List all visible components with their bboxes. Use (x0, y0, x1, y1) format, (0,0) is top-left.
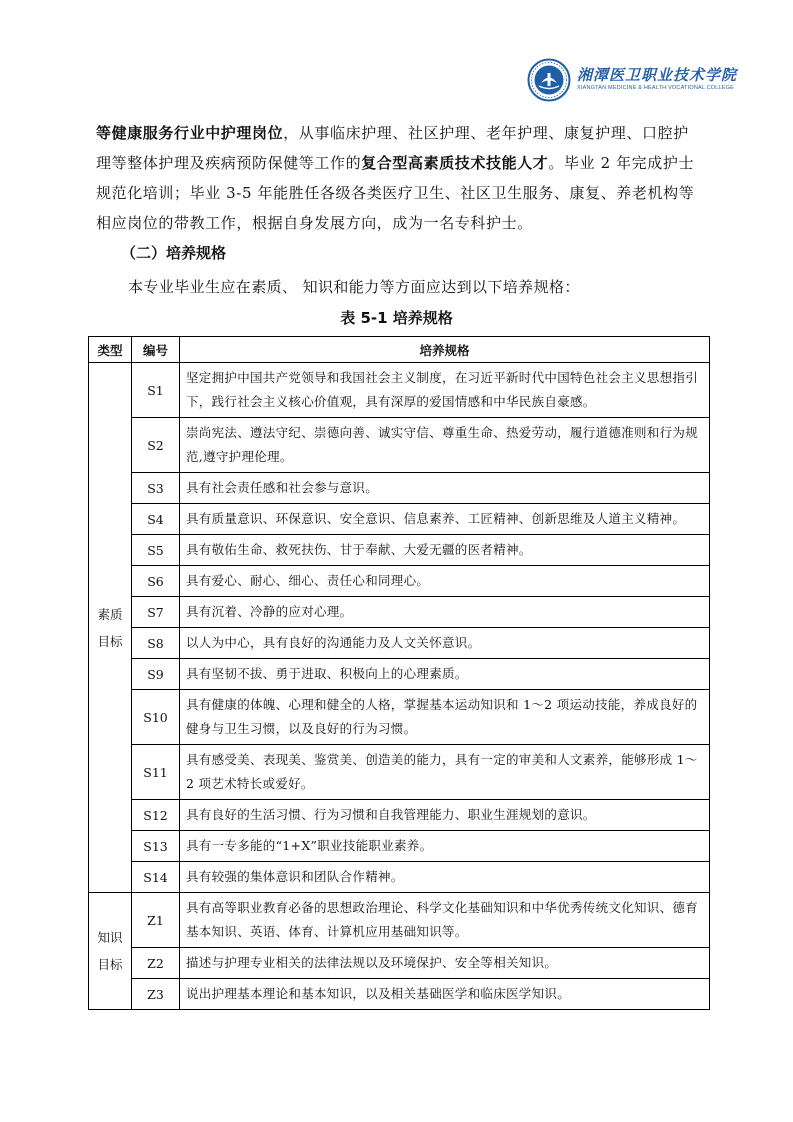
bold-phrase: 等健康服务行业中护理岗位 (96, 124, 284, 142)
code-cell: S2 (132, 418, 180, 473)
category-label: 目标 (97, 633, 123, 649)
table-row (89, 418, 710, 473)
code-cell: S9 (132, 659, 180, 690)
training-spec-table (88, 336, 710, 1010)
header-spec: 培养规格 (180, 337, 710, 363)
spec-text-cell: 坚定拥护中国共产党领导和我国社会主义制度，在习近平新时代中国特色社会主义思想指引下，践行社会主义核心价值观，具有深厚的爱国情感和中华民族自豪感。 (180, 363, 710, 418)
table-header-row (89, 337, 710, 363)
code-cell: S14 (132, 862, 180, 893)
spec-text-cell: 具有沉着、冷静的应对心理。 (180, 597, 710, 628)
code-cell: S1 (132, 363, 180, 418)
code-cell: S6 (132, 566, 180, 597)
table-row (89, 535, 710, 566)
code-cell: Z2 (132, 948, 180, 979)
header-type: 类型 (89, 337, 132, 363)
code-cell: S5 (132, 535, 180, 566)
college-logo (527, 58, 737, 102)
code-cell: Z3 (132, 979, 180, 1010)
spec-text-cell: 具有健康的体魄、心理和健全的人格，掌握基本运动知识和 1～2 项运动技能，养成良好的健身与卫生习惯，以及良好的行为习惯。 (180, 690, 710, 745)
spec-text-cell: 具有社会责任感和社会参与意识。 (180, 473, 710, 504)
code-cell: S4 (132, 504, 180, 535)
category-cell (89, 893, 132, 1010)
college-name-cn: 湘潭医卫职业技术学院 (577, 66, 738, 85)
code-cell: S13 (132, 831, 180, 862)
spec-text-cell: 具有一专多能的“1+X”职业技能职业素养。 (180, 831, 710, 862)
paragraph-line (96, 118, 716, 148)
spec-text-cell: 具有良好的生活习惯、行为习惯和自我管理能力、职业生涯规划的意识。 (180, 800, 710, 831)
paragraph-line: 规范化培训；毕业 3-5 年能胜任各级各类医疗卫生、社区卫生服务、康复、养老机构等 (96, 184, 695, 202)
table-row (89, 979, 710, 1010)
code-cell: S3 (132, 473, 180, 504)
spec-text-cell: 具有爱心、耐心、细心、责任心和同理心。 (180, 566, 710, 597)
table-row (89, 831, 710, 862)
code-cell: S7 (132, 597, 180, 628)
category-label: 目标 (97, 957, 123, 972)
college-name-en: XIANGTAN MEDICINE & HEALTH VOCATIONAL COLLEGE (577, 85, 735, 92)
spec-text-cell: 具有较强的集体意识和团队合作精神。 (180, 862, 710, 893)
code-cell: S10 (132, 690, 180, 745)
spec-text-cell: 描述与护理专业相关的法律法规以及环境保护、安全等相关知识。 (180, 948, 710, 979)
table-row (89, 893, 710, 948)
spec-text-cell: 说出护理基本理论和基本知识，以及相关基础医学和临床医学知识。 (180, 979, 710, 1010)
table-row (89, 948, 710, 979)
spec-text-cell: 崇尚宪法、遵法守纪、崇德向善、诚实守信、尊重生命、热爱劳动，履行道德准则和行为规范,遵守护理伦理。 (180, 418, 710, 473)
paragraph-line (96, 148, 716, 178)
code-cell: Z1 (132, 893, 180, 948)
table-row (89, 862, 710, 893)
spec-text-cell: 具有质量意识、环保意识、安全意识、信息素养、工匠精神、创新思维及人道主义精神。 (180, 504, 710, 535)
table-row (89, 745, 710, 800)
paragraph-text: 。毕业 2 年完成护士 (548, 154, 695, 172)
spec-text-cell: 以人为中心，具有良好的沟通能力及人文关怀意识。 (180, 628, 710, 659)
paragraph-line: 相应岗位的带教工作，根据自身发展方向，成为一名专科护士。 (96, 214, 533, 232)
college-emblem-icon (527, 58, 571, 102)
table-caption: 表 5-1 培养规格 (340, 309, 453, 327)
table-row (89, 504, 710, 535)
intro-text: 本专业毕业生应在素质、 知识和能力等方面应达到以下培养规格： (128, 278, 580, 296)
code-cell: S8 (132, 628, 180, 659)
spec-text-cell: 具有感受美、表现美、鉴赏美、创造美的能力，具有一定的审美和人文素养，能够形成 1～2 项艺术特长或爱好。 (180, 745, 710, 800)
spec-text-cell: 具有坚韧不拔、勇于进取、积极向上的心理素质。 (180, 659, 710, 690)
header-code: 编号 (132, 337, 180, 363)
section-heading: （二）培养规格 (121, 244, 227, 262)
paragraph-text: ，从事临床护理、社区护理、老年护理、康复护理、口腔护 (283, 124, 689, 142)
code-cell: S11 (132, 745, 180, 800)
table-row (89, 473, 710, 504)
paragraph-text: 理等整体护理及疾病预防保健等工作的 (96, 154, 362, 172)
table-row (89, 628, 710, 659)
category-cell (89, 363, 132, 893)
table-row (89, 690, 710, 745)
category-label: 知识 (97, 930, 123, 945)
table-row (89, 800, 710, 831)
table-row (89, 363, 710, 418)
table-row (89, 566, 710, 597)
spec-text-cell: 具有高等职业教育必备的思想政治理论、科学文化基础知识和中华优秀传统文化知识、德育基本知识、英语、体育、计算机应用基础知识等。 (180, 893, 710, 948)
code-cell: S12 (132, 800, 180, 831)
body-paragraph (96, 118, 716, 238)
bold-phrase: 复合型高素质技术技能人才 (361, 154, 549, 172)
spec-text-cell: 具有敬佑生命、救死扶伤、甘于奉献、大爱无疆的医者精神。 (180, 535, 710, 566)
category-label: 素质 (97, 606, 123, 622)
table-row (89, 597, 710, 628)
table-row (89, 659, 710, 690)
